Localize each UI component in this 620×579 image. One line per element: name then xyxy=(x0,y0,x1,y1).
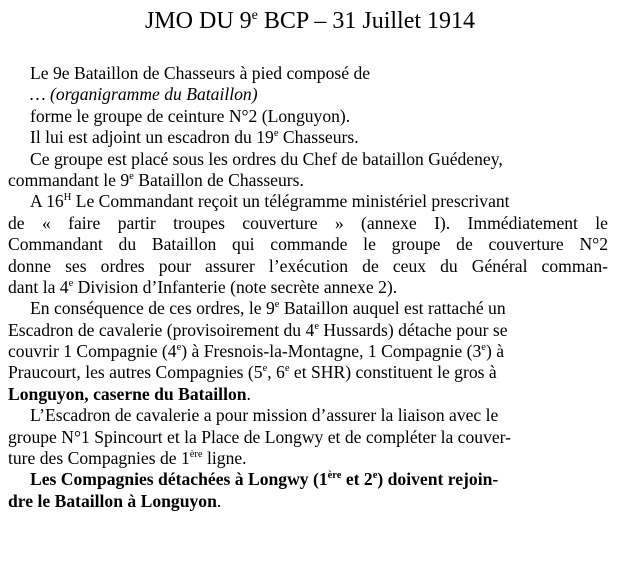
text-line xyxy=(8,448,608,469)
text-span: Bataillon de Chasseurs. xyxy=(133,169,304,190)
text-span: et SHR) constituent le gros à xyxy=(289,362,497,383)
text-line xyxy=(8,320,608,341)
text-span: ) doivent rejoin- xyxy=(377,469,499,490)
text-span: couvrir 1 Compagnie (4 xyxy=(8,341,177,362)
text-line xyxy=(8,191,608,212)
superscript: e xyxy=(273,128,279,140)
text-line: donne ses ordres pour assurer l’exécution de ceux du Général comman- xyxy=(8,255,608,276)
text-span: Chasseurs. xyxy=(278,127,359,148)
text-line: … (organigramme du Bataillon) xyxy=(30,84,258,105)
text-line xyxy=(8,341,608,362)
page-title xyxy=(0,6,620,36)
text-span: Hussards) détache pour se xyxy=(318,319,508,340)
superscript: e xyxy=(481,342,486,354)
text-line xyxy=(8,469,608,490)
text-span: Division d’Infanterie (note secrète annexe 2). xyxy=(73,276,398,297)
superscript: ère xyxy=(189,449,203,461)
text-span: commandant le 9 xyxy=(8,169,130,190)
text-span: . xyxy=(246,383,251,404)
text-line: forme le groupe de ceinture N°2 (Longuyon). xyxy=(30,105,351,126)
text-line: L’Escadron de cavalerie a pour mission d’assurer la liaison avec le xyxy=(30,405,499,426)
text-line: groupe N°1 Spincourt et la Place de Longwy et de compléter la couver- xyxy=(8,426,512,447)
text-span: et 2 xyxy=(341,469,373,490)
text-line xyxy=(8,362,608,383)
text-line: de « faire partir troupes couverture » (annexe I). Immédiatement le xyxy=(8,212,608,233)
document-body xyxy=(8,63,608,512)
title-text-suffix: BCP – 31 Juillet 1914 xyxy=(257,8,476,34)
text-span: Les Compagnies détachées à Longwy (1 xyxy=(30,469,328,490)
text-span: dant la 4 xyxy=(8,276,69,297)
bold-text: Longuyon, caserne du Bataillon xyxy=(8,383,247,404)
text-span: ligne. xyxy=(202,448,247,469)
text-span: ) à xyxy=(485,341,505,362)
text-span: Escadron de cavalerie (provisoirement du 4 xyxy=(8,319,315,340)
text-line xyxy=(8,277,608,298)
text-line xyxy=(8,491,608,512)
text-span: , 6 xyxy=(267,362,285,383)
title-text: JMO DU 9 xyxy=(144,8,252,34)
text-line xyxy=(8,298,608,319)
superscript: e xyxy=(314,320,319,332)
text-span: Bataillon auquel est rattaché un xyxy=(279,298,506,319)
superscript: e xyxy=(274,299,280,311)
text-line: Commandant du Bataillon qui commande le groupe de couverture N°2 xyxy=(8,234,608,255)
text-span: A 16 xyxy=(30,191,64,212)
text-line xyxy=(8,127,608,148)
text-span: . xyxy=(216,490,222,511)
text-span: ture des Compagnies de 1 xyxy=(8,448,190,469)
superscript: ère xyxy=(327,470,342,482)
superscript: e xyxy=(68,277,74,289)
superscript: e xyxy=(262,363,268,375)
bold-text: dre le Bataillon à Longuyon xyxy=(8,490,217,511)
superscript: e xyxy=(284,363,290,375)
superscript: e xyxy=(372,470,378,482)
text-line xyxy=(8,170,608,191)
text-span: En conséquence de ces ordres, le 9 xyxy=(30,298,275,319)
text-span: Praucourt, les autres Compagnies (5 xyxy=(8,362,263,383)
text-line xyxy=(8,384,608,405)
text-line: Ce groupe est placé sous les ordres du Chef de bataillon Guédeney, xyxy=(30,148,503,169)
text-line: Le 9e Bataillon de Chasseurs à pied composé de xyxy=(30,63,371,83)
superscript: e xyxy=(129,170,134,182)
text-span: Le Commandant reçoit un télégramme ministériel prescrivant xyxy=(71,191,510,212)
title-superscript: e xyxy=(251,8,258,23)
text-span: Il lui est adjoint un escadron du 19 xyxy=(30,127,274,148)
text-span: ) à Fresnois-la-Montagne, 1 Compagnie (3 xyxy=(181,341,482,362)
superscript: H xyxy=(63,192,72,204)
superscript: e xyxy=(176,342,182,354)
